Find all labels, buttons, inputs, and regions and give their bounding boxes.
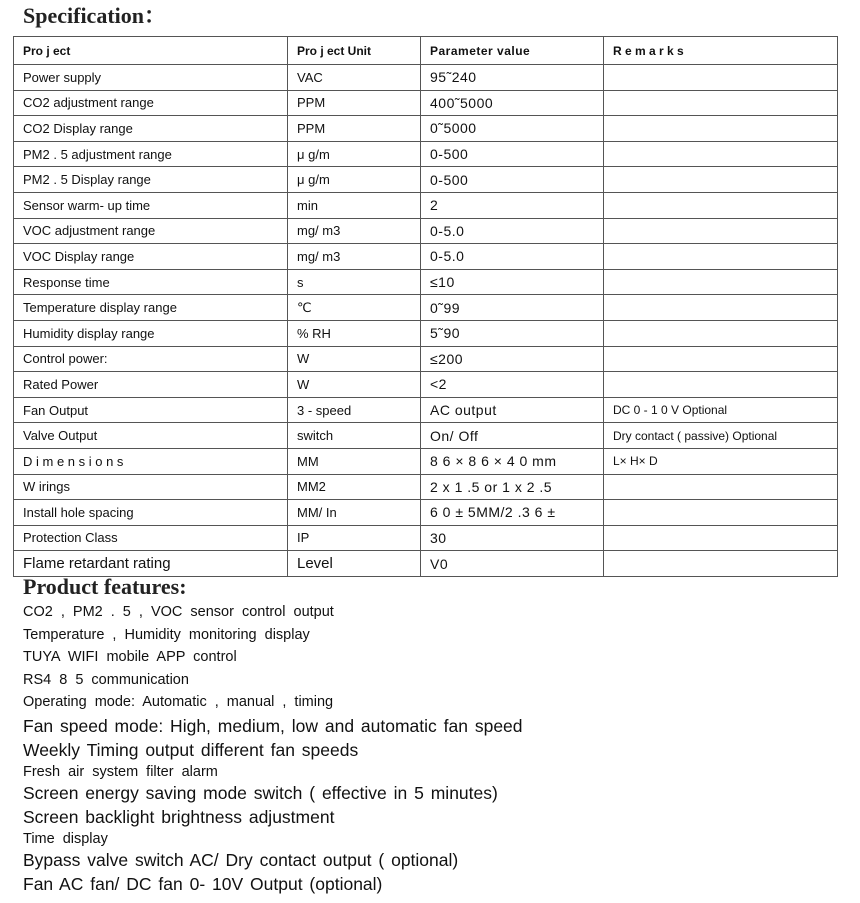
unit-cell: MM	[288, 448, 421, 474]
unit-cell: ℃	[288, 295, 421, 321]
project-cell: D i m e n s i o n s	[14, 448, 288, 474]
remarks-cell	[604, 167, 838, 193]
unit-cell: switch	[288, 423, 421, 449]
features-list	[23, 601, 843, 897]
unit-cell: PPM	[288, 90, 421, 116]
header-remarks: R e m a r k s	[604, 37, 838, 65]
feature-item: Screen backlight brightness adjustment	[23, 807, 335, 827]
table-row	[14, 269, 838, 295]
value-cell: AC output	[421, 397, 604, 423]
unit-cell: mg/ m3	[288, 218, 421, 244]
unit-cell: W	[288, 372, 421, 398]
table-row	[14, 346, 838, 372]
remarks-cell	[604, 65, 838, 91]
unit-cell: IP	[288, 525, 421, 551]
remarks-cell	[604, 90, 838, 116]
project-cell: PM2 . 5 adjustment range	[14, 141, 288, 167]
feature-item: Fresh air system filter alarm	[23, 763, 218, 780]
table-row	[14, 141, 838, 167]
product-features-heading: Product features:	[23, 574, 187, 599]
table-row	[14, 218, 838, 244]
value-cell: 400˜5000	[421, 90, 604, 116]
table-header-row	[14, 37, 838, 65]
value-cell: 0-5.0	[421, 218, 604, 244]
header-unit: Pro j ect Unit	[288, 37, 421, 65]
project-cell: Protection Class	[14, 525, 288, 551]
remarks-cell	[604, 295, 838, 321]
value-cell: On/ Off	[421, 423, 604, 449]
remarks-cell	[604, 141, 838, 167]
project-cell: Fan Output	[14, 397, 288, 423]
feature-item: Time display	[23, 830, 108, 847]
project-cell: Sensor warm- up time	[14, 192, 288, 218]
remarks-cell	[604, 525, 838, 551]
table-row	[14, 474, 838, 500]
table-row	[14, 397, 838, 423]
value-cell: V0	[421, 551, 604, 577]
project-cell: W irings	[14, 474, 288, 500]
value-cell: 0-500	[421, 167, 604, 193]
value-cell: 0-5.0	[421, 244, 604, 270]
feature-item: Weekly Timing output different fan speeds	[23, 740, 359, 760]
remarks-cell: DC 0 - 1 0 V Optional	[604, 397, 838, 423]
unit-cell: PPM	[288, 116, 421, 142]
table-row	[14, 116, 838, 142]
remarks-cell	[604, 244, 838, 270]
specification-table	[13, 36, 838, 577]
value-cell: 0˜5000	[421, 116, 604, 142]
unit-cell: % RH	[288, 320, 421, 346]
unit-cell: mg/ m3	[288, 244, 421, 270]
value-cell: 2 x 1 .5 or 1 x 2 .5	[421, 474, 604, 500]
project-cell: Rated Power	[14, 372, 288, 398]
value-cell: ≤200	[421, 346, 604, 372]
unit-cell: 3 - speed	[288, 397, 421, 423]
remarks-cell: L× H× D	[604, 448, 838, 474]
unit-cell: Level	[288, 551, 421, 577]
project-cell: CO2 Display range	[14, 116, 288, 142]
unit-cell: s	[288, 269, 421, 295]
project-cell: VOC Display range	[14, 244, 288, 270]
unit-cell: μ g/m	[288, 167, 421, 193]
value-cell: 95˜240	[421, 65, 604, 91]
remarks-cell	[604, 218, 838, 244]
feature-item: Fan AC fan/ DC fan 0- 10V Output (optional)	[23, 874, 383, 894]
unit-cell: min	[288, 192, 421, 218]
value-cell: 0-500	[421, 141, 604, 167]
feature-item: Bypass valve switch AC/ Dry contact output ( optional)	[23, 849, 459, 870]
value-cell: 5˜90	[421, 320, 604, 346]
table-row	[14, 192, 838, 218]
project-cell: Humidity display range	[14, 320, 288, 346]
project-cell: Valve Output	[14, 423, 288, 449]
table-row	[14, 423, 838, 449]
remarks-cell	[604, 474, 838, 500]
value-cell: 30	[421, 525, 604, 551]
remarks-cell	[604, 372, 838, 398]
value-cell: 6 0 ± 5MM/2 .3 6 ±	[421, 500, 604, 526]
table-row	[14, 295, 838, 321]
unit-cell: MM2	[288, 474, 421, 500]
remarks-cell	[604, 116, 838, 142]
remarks-cell	[604, 269, 838, 295]
table-row	[14, 448, 838, 474]
table-row	[14, 500, 838, 526]
feature-item: Temperature , Humidity monitoring display	[23, 626, 310, 643]
feature-item: Operating mode: Automatic , manual , timing	[23, 694, 334, 710]
table-row	[14, 167, 838, 193]
header-parameter: Parameter value	[421, 37, 604, 65]
unit-cell: MM/ In	[288, 500, 421, 526]
value-cell: 2	[421, 192, 604, 218]
remarks-cell	[604, 346, 838, 372]
table-row	[14, 525, 838, 551]
remarks-cell	[604, 551, 838, 577]
feature-item: RS4 8 5 communication	[23, 671, 189, 688]
project-cell: Temperature display range	[14, 295, 288, 321]
project-cell: CO2 adjustment range	[14, 90, 288, 116]
header-project: Pro j ect	[14, 37, 288, 65]
unit-cell: W	[288, 346, 421, 372]
table-row	[14, 372, 838, 398]
unit-cell: μ g/m	[288, 141, 421, 167]
project-cell: PM2 . 5 Display range	[14, 167, 288, 193]
table-row	[14, 320, 838, 346]
project-cell: Install hole spacing	[14, 500, 288, 526]
feature-item: CO2 , PM2 . 5 , VOC sensor control output	[23, 604, 334, 620]
remarks-cell	[604, 320, 838, 346]
project-cell: Flame retardant rating	[14, 551, 288, 577]
value-cell: <2	[421, 372, 604, 398]
unit-cell: VAC	[288, 65, 421, 91]
project-cell: Control power:	[14, 346, 288, 372]
project-cell: Response time	[14, 269, 288, 295]
project-cell: Power supply	[14, 65, 288, 91]
remarks-cell	[604, 192, 838, 218]
value-cell: ≤10	[421, 269, 604, 295]
table-row	[14, 65, 838, 91]
value-cell: 0˜99	[421, 295, 604, 321]
feature-item: TUYA WIFI mobile APP control	[23, 649, 237, 665]
value-cell: 8 6 × 8 6 × 4 0 mm	[421, 448, 604, 474]
table-row	[14, 90, 838, 116]
remarks-cell	[604, 500, 838, 526]
remarks-cell: Dry contact ( passive) Optional	[604, 423, 838, 449]
table-row	[14, 551, 838, 577]
table-row	[14, 244, 838, 270]
feature-item: Screen energy saving mode switch ( effective in 5 minutes)	[23, 782, 498, 803]
project-cell: VOC adjustment range	[14, 218, 288, 244]
specification-heading: Specification：	[23, 3, 166, 28]
feature-item: Fan speed mode: High, medium, low and automatic fan speed	[23, 715, 523, 736]
